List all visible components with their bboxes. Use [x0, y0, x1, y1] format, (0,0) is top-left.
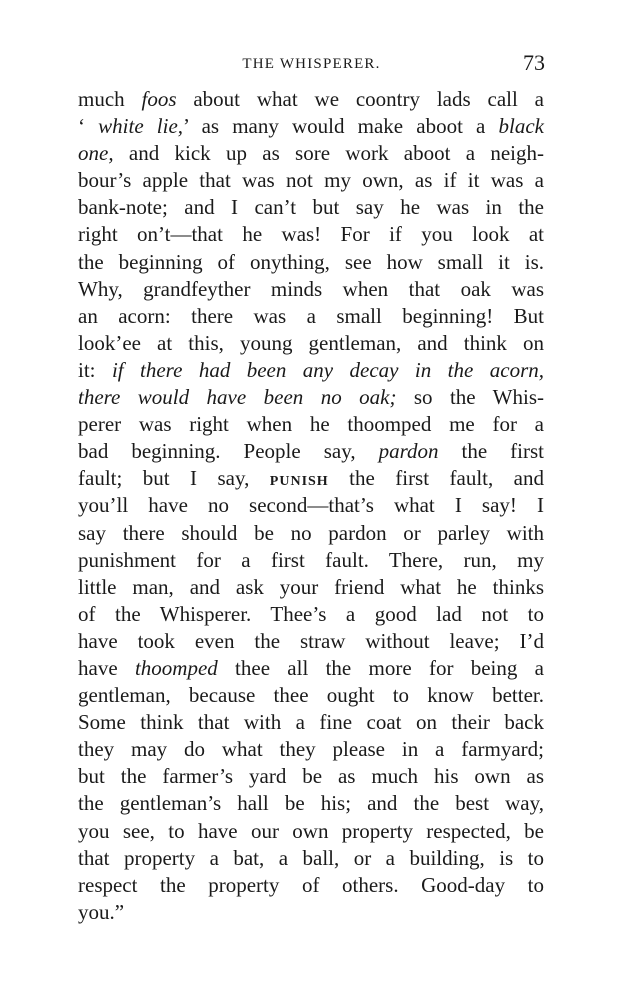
italic-text: black [498, 114, 544, 139]
text-run: the beginning of onything, see how small it is. [78, 249, 544, 274]
text-line [78, 601, 544, 628]
text-line [78, 194, 544, 221]
text-run: bour’s apple that was not my own, as if it was a [78, 168, 544, 193]
text-run: about what we coontry lads call a [176, 87, 544, 111]
italic-text: foos [141, 87, 177, 111]
text-run: bank-note; and I can’t but say he was in the [78, 195, 544, 220]
text-run: right on’t—that he was! For if you look at [78, 222, 544, 247]
italic-text: white lie, [98, 114, 184, 139]
running-title: THE WHISPERER. [242, 56, 381, 72]
text-line [78, 330, 544, 357]
text-run: you.” [78, 899, 125, 924]
text-line [78, 520, 544, 547]
text-run: respect the property of others. Good-day to [78, 872, 544, 897]
italic-text: if there had been any decay in the acorn, [111, 357, 544, 382]
page-number: 73 [523, 50, 545, 75]
text-run: Why, grandfeyther minds when that oak was [78, 276, 544, 301]
text-line [78, 790, 544, 817]
text-run: so the Whis- [396, 385, 544, 410]
body-text [78, 86, 544, 926]
text-run: an acorn: there was a small beginning! But [78, 303, 544, 328]
text-run: have [78, 655, 135, 680]
text-run: punishment for a first fault. There, run, my [78, 547, 544, 572]
text-run: bad beginning. People say, [78, 439, 379, 464]
text-line [78, 411, 544, 438]
text-line [78, 655, 544, 682]
text-line [78, 709, 544, 736]
text-run: ’ as many would make aboot a [183, 114, 499, 139]
text-line [78, 140, 544, 167]
text-run: and kick up as sore work aboot a neigh- [113, 141, 544, 166]
text-line [78, 628, 544, 655]
text-line [78, 736, 544, 763]
italic-text: thoomped [134, 655, 218, 680]
text-line [78, 465, 544, 492]
text-run: have took even the straw without leave; I’d [78, 628, 544, 653]
text-run: but the farmer’s yard be as much his own as [78, 764, 544, 789]
text-run: that property a bat, a ball, or a building, is to [78, 845, 544, 870]
text-run: of the Whisperer. Thee’s a good lad not to [78, 601, 544, 626]
text-line [78, 384, 544, 411]
text-line [78, 547, 544, 574]
text-line [78, 276, 544, 303]
text-line [78, 574, 544, 601]
text-run: you’ll have no second—that’s what I say! I [78, 493, 544, 518]
text-run: they may do what they please in a farmyard; [78, 737, 544, 762]
text-run: ‘ [78, 114, 99, 139]
italic-text: pardon [378, 439, 439, 464]
text-line [78, 357, 544, 384]
text-run: perer was right when he thoomped me for a [78, 412, 544, 437]
text-run: it: [78, 357, 112, 382]
italic-text: there would have been no oak; [78, 385, 397, 410]
text-run: Some think that with a fine coat on their back [78, 710, 544, 735]
text-line [78, 86, 544, 113]
text-run: the first fault, and [328, 466, 544, 491]
text-run: fault; but I say, [78, 466, 270, 491]
text-line [78, 492, 544, 519]
text-run: look’ee at this, young gentleman, and think on [78, 330, 544, 355]
small-caps-text: PUNISH [269, 474, 329, 490]
text-line [78, 113, 544, 140]
text-run: say there should be no pardon or parley with [78, 520, 544, 545]
text-line [78, 167, 544, 194]
text-run: much [78, 87, 142, 111]
text-line [78, 845, 544, 872]
italic-text: one, [78, 141, 114, 166]
running-head [78, 50, 545, 78]
text-line [78, 303, 544, 330]
text-line [78, 872, 544, 899]
text-line [78, 682, 544, 709]
text-run: the gentleman’s hall be his; and the best way, [78, 791, 544, 816]
text-run: you see, to have our own property respected, be [78, 818, 544, 843]
text-run: the first [438, 439, 544, 464]
text-line [78, 221, 544, 248]
text-run: gentleman, because thee ought to know better. [78, 683, 544, 708]
text-run: thee all the more for being a [217, 655, 544, 680]
text-line [78, 438, 544, 465]
text-run: little man, and ask your friend what he thinks [78, 574, 544, 599]
text-line [78, 763, 544, 790]
text-line [78, 899, 544, 926]
text-line [78, 249, 544, 276]
text-line [78, 818, 544, 845]
